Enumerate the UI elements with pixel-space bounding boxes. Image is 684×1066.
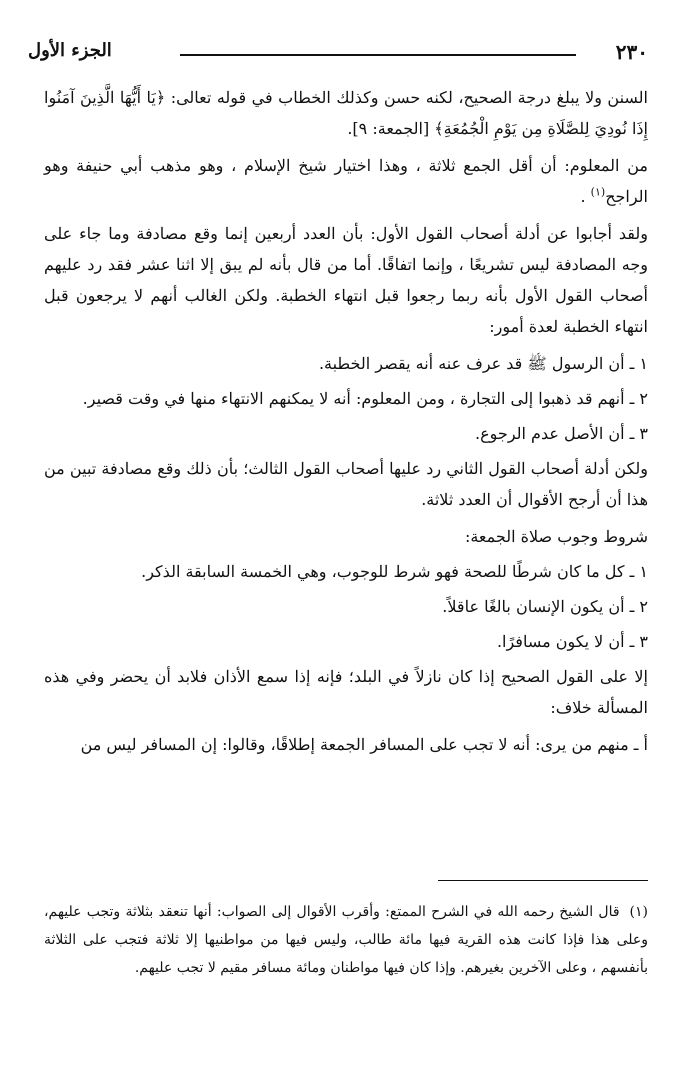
- list-item: ١ ـ كل ما كان شرطًا للصحة فهو شرط للوجوب، وهي الخمسة السابقة الذكر.: [141, 562, 648, 581]
- footnote-marker: (١): [629, 904, 648, 920]
- paragraph: [44, 150, 648, 212]
- paragraph-text: من المعلوم: أن أقل الجمع ثلاثة ، وهذا اختيار شيخ الإسلام ، وهو مذهب أبي حنيفة وهو الراجح: [44, 156, 648, 206]
- page-header: [28, 40, 648, 70]
- paragraph-end: .: [580, 187, 591, 206]
- footnote-text: قال الشيخ رحمه الله في الشرح الممتع: وأقرب الأقوال إلى الصواب: أنها تنعقد بثلاثة وتجب عليهم، وعلى هذا فإذا كانت هذه القرية فيها مائة طالب، وليس فيها من مواطنيها إلا ثلاثة فتجب على الثلاثة بأنفسهم ، وعلى الآخرين بغيرهم. وإذا كان فيها مواطنان ومائة مسافر مقيم لا تجب عليهم.: [44, 904, 648, 976]
- list-item: ٣ ـ أن لا يكون مسافرًا.: [496, 632, 648, 651]
- footnote: [44, 898, 648, 982]
- list-item: ٣ ـ أن الأصل عدم الرجوع.: [475, 424, 648, 443]
- list-item: ٢ ـ أن يكون الإنسان بالغًا عاقلاً.: [442, 597, 648, 616]
- part-title: الجزء الأول: [28, 40, 112, 61]
- paragraph: السنن ولا يبلغ درجة الصحيح، لكنه حسن وكذلك الخطاب في قوله تعالى: ﴿يَا أَيُّهَا الَّذِينَ آمَنُوا إِذَا نُودِيَ لِلصَّلَاةِ مِن يَوْمِ الْجُمُعَةِ﴾ [الجمعة: ٩].: [44, 88, 648, 138]
- footnote-divider: [438, 880, 648, 881]
- paragraph: ولقد أجابوا عن أدلة أصحاب القول الأول: بأن العدد أربعين إنما وقع مصادفة وما جاء على وجه المصادفة ليس تشريعًا ، وإنما اتفاقًا. أما من قال بأنه لم يبق إلا اثنا عشر فقد رد عليهم أصحاب القول الأول بأنه ربما رجعوا قبل انتهاء الخطبة. ولكن الغالب أنهم لا يرجعون قبل انتهاء الخطبة لعدة أمور:: [44, 224, 649, 336]
- page-number: ٢٣٠: [615, 40, 648, 64]
- paragraph: أ ـ منهم من يرى: أنه لا تجب على المسافر الجمعة إطلاقًا، وقالوا: إن المسافر ليس من: [80, 735, 648, 754]
- page-body: [44, 82, 648, 766]
- list-item: ٢ ـ أنهم قد ذهبوا إلى التجارة ، ومن المعلوم: أنه لا يمكنهم الانتهاء منها في وقت قصير.: [82, 389, 648, 408]
- list-item: ١ ـ أن الرسول ﷺ قد عرف عنه أنه يقصر الخطبة.: [318, 354, 648, 373]
- section-heading: شروط وجوب صلاة الجمعة:: [464, 527, 648, 546]
- header-divider: [180, 54, 576, 56]
- paragraph: ولكن أدلة أصحاب القول الثاني رد عليها أصحاب القول الثالث؛ بأن ذلك وقع مصادفة تبين من هذا أن أرجح الأقوال أن العدد ثلاثة.: [44, 459, 648, 509]
- paragraph: إلا على القول الصحيح إذا كان نازلاً في البلد؛ فإنه إذا سمع الأذان فلابد أن يحضر وفي هذه المسألة خلاف:: [44, 667, 648, 717]
- footnote-reference: (١): [590, 185, 606, 199]
